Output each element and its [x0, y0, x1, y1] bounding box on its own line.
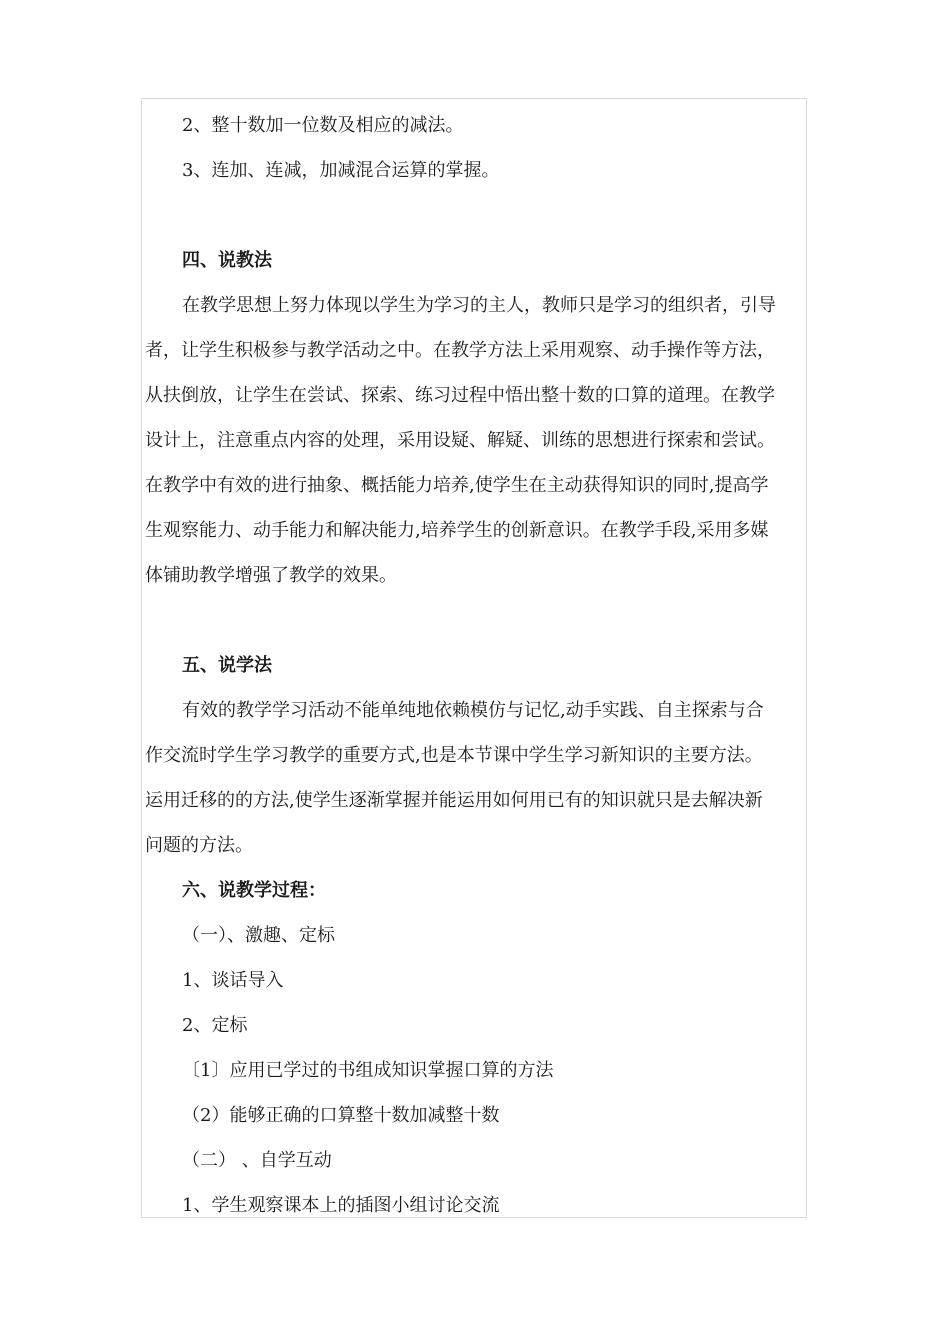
list-item: （2）能够正确的口算整十数加减整十数	[182, 1105, 500, 1126]
paragraph-line: 在教学中有效的进行抽象、概括能力培养,使学生在主动获得知识的同时,提高学	[145, 475, 769, 496]
paragraph-line: 从扶倒放，让学生在尝试、探索、练习过程中悟出整十数的口算的道理。在教学	[145, 385, 775, 406]
list-item: （二） 、自学互动	[182, 1150, 332, 1171]
paragraph-line: 运用迁移的的方法,使学生逐渐掌握并能运用如何用已有的知识就只是去解决新	[145, 790, 763, 811]
list-item: 3、连加、连减，加减混合运算的掌握。	[182, 160, 500, 181]
section-heading-teaching-process: 六、说教学过程：	[182, 880, 326, 901]
paragraph-line: 设计上，注意重点内容的处理，采用设疑、解疑、训练的思想进行探索和尝试。	[145, 430, 775, 451]
paragraph-line: 有效的教学学习活动不能单纯地依赖模仿与记忆,动手实践、自主探索与合	[182, 700, 764, 721]
list-item: （一）、激趣、定标	[182, 925, 335, 946]
list-item: 〔1〕应用已学过的书组成知识掌握口算的方法	[182, 1060, 554, 1081]
paragraph-line: 作交流时学生学习教学的重要方式,也是本节课中学生学习新知识的主要方法。	[145, 745, 763, 766]
paragraph-line: 在教学思想上努力体现以学生为学习的主人，教师只是学习的组织者，引导	[182, 295, 776, 316]
paragraph-line: 问题的方法。	[145, 835, 253, 856]
paragraph-line: 生观察能力、动手能力和解决能力,培养学生的创新意识。在教学手段,采用多媒	[145, 520, 769, 541]
document-content	[145, 103, 813, 1228]
paragraph-line: 体铺助教学增强了教学的效果。	[145, 565, 397, 586]
list-item: 2、定标	[182, 1015, 248, 1036]
list-item: 1、谈话导入	[182, 970, 284, 991]
paragraph-teaching-method	[145, 283, 813, 598]
paragraph-line: 者，让学生积极参与教学活动之中。在教学方法上采用观察、动手操作等方法，	[145, 340, 775, 361]
spacer	[145, 193, 813, 238]
section-heading-learning-method: 五、说学法	[182, 655, 272, 676]
section-heading-teaching-method: 四、说教法	[182, 250, 272, 271]
list-item: 1、学生观察课本上的插图小组讨论交流	[182, 1195, 500, 1216]
list-item: 2、整十数加一位数及相应的减法。	[182, 115, 464, 136]
paragraph-learning-method	[145, 688, 813, 868]
spacer	[145, 598, 813, 643]
